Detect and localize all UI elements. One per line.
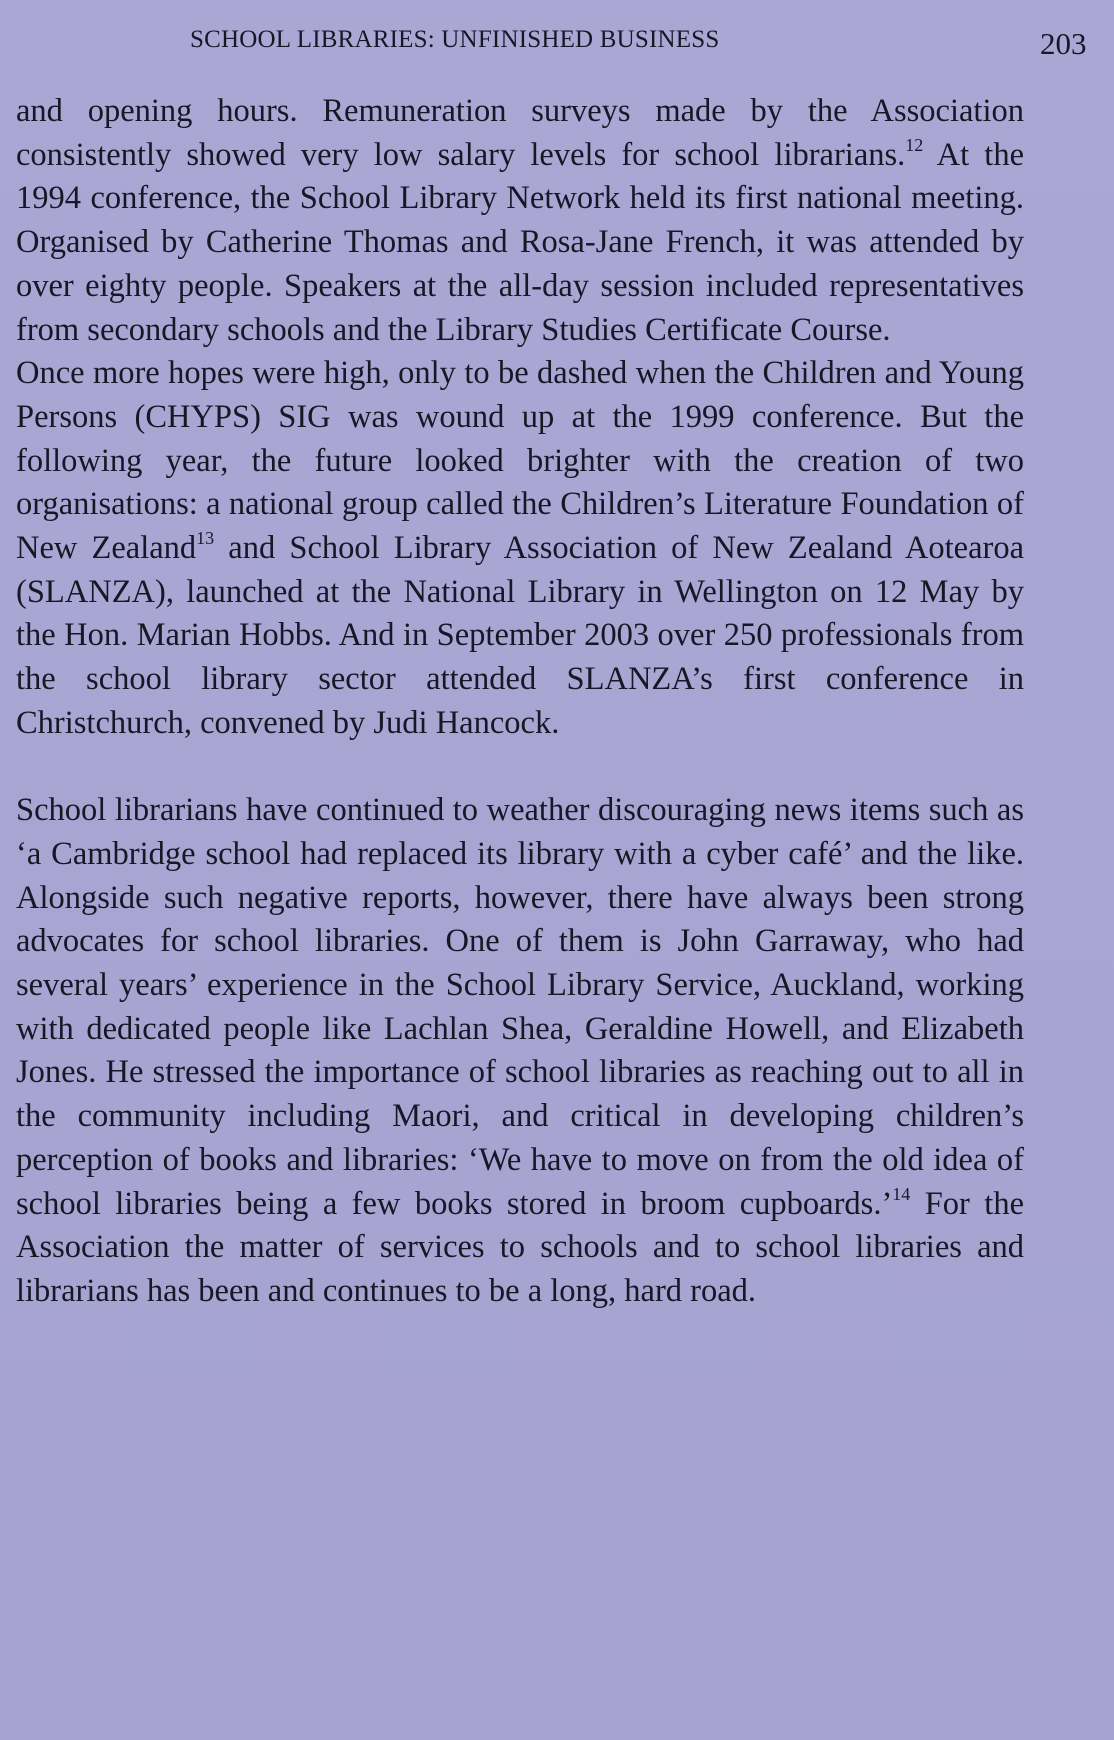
paragraph-text: and School Library Association of New Zealand Aotearoa (SLANZA), launched at the National Library in Wellington on 12 May by the Hon. Marian Hobbs. And in September 2003 over 250 professionals from the school library sector attended SLANZA’s first conference in Christchurch, convened by Judi Hancock. — [16, 530, 1025, 741]
paragraph-text: For the Association the matter of services to schools and to school libraries and librarians has been and continues to be a long, hard road. — [16, 1185, 1024, 1309]
paragraph-text: and opening hours. Remuneration surveys made by the Association consistently showed very low salary levels for school librarians. — [16, 93, 1024, 173]
paragraph-advocates — [16, 789, 1024, 1313]
paragraph-text: School librarians have continued to weather discouraging news items such as ‘a Cambridge school had replaced its library with a cyber café’ and the like. Alongside such negative reports, however, there have always been strong advocates for school libraries. One of them is John Garraway, who had several years’ experience in the School Library Service, Auckland, working with dedicated people like Lachlan Shea, Geraldine Howell, and Elizabeth Jones. He stressed the importance of school libraries as reaching out to all in the community including Maori, and critical in developing children’s perception of books and libraries: ‘We have to move on from the old idea of school libraries being a few books stored in broom cupboards.’ — [16, 792, 1024, 1222]
footnote-ref-12: 12 — [905, 134, 924, 155]
running-head: SCHOOL LIBRARIES: UNFINISHED BUSINESS — [190, 26, 720, 53]
footnote-ref-14: 14 — [892, 1183, 911, 1204]
paragraph-slanza — [16, 352, 1024, 745]
paragraph-network-meeting — [16, 90, 1024, 352]
paragraph-text: Once more hopes were high, only to be dashed when the Children and Young Persons (CHYPS) SIG was wound up at the 1999 conference. But the following year, the future looked brighter with the creation of two organisations: a national group called the Children’s Literature Foundation of New Zealand — [16, 355, 1024, 567]
page-number: 203 — [1040, 26, 1087, 61]
footnote-ref-13: 13 — [196, 528, 215, 549]
body-text — [16, 90, 1024, 1314]
paragraph-text: At the 1994 conference, the School Library Network held its first national meeting. Organised by Catherine Thomas and Rosa-Jane French, it was attended by over eighty people. Speakers at the all-day session included representatives from secondary schools and the Library Studies Certificate Course. — [16, 136, 1024, 348]
